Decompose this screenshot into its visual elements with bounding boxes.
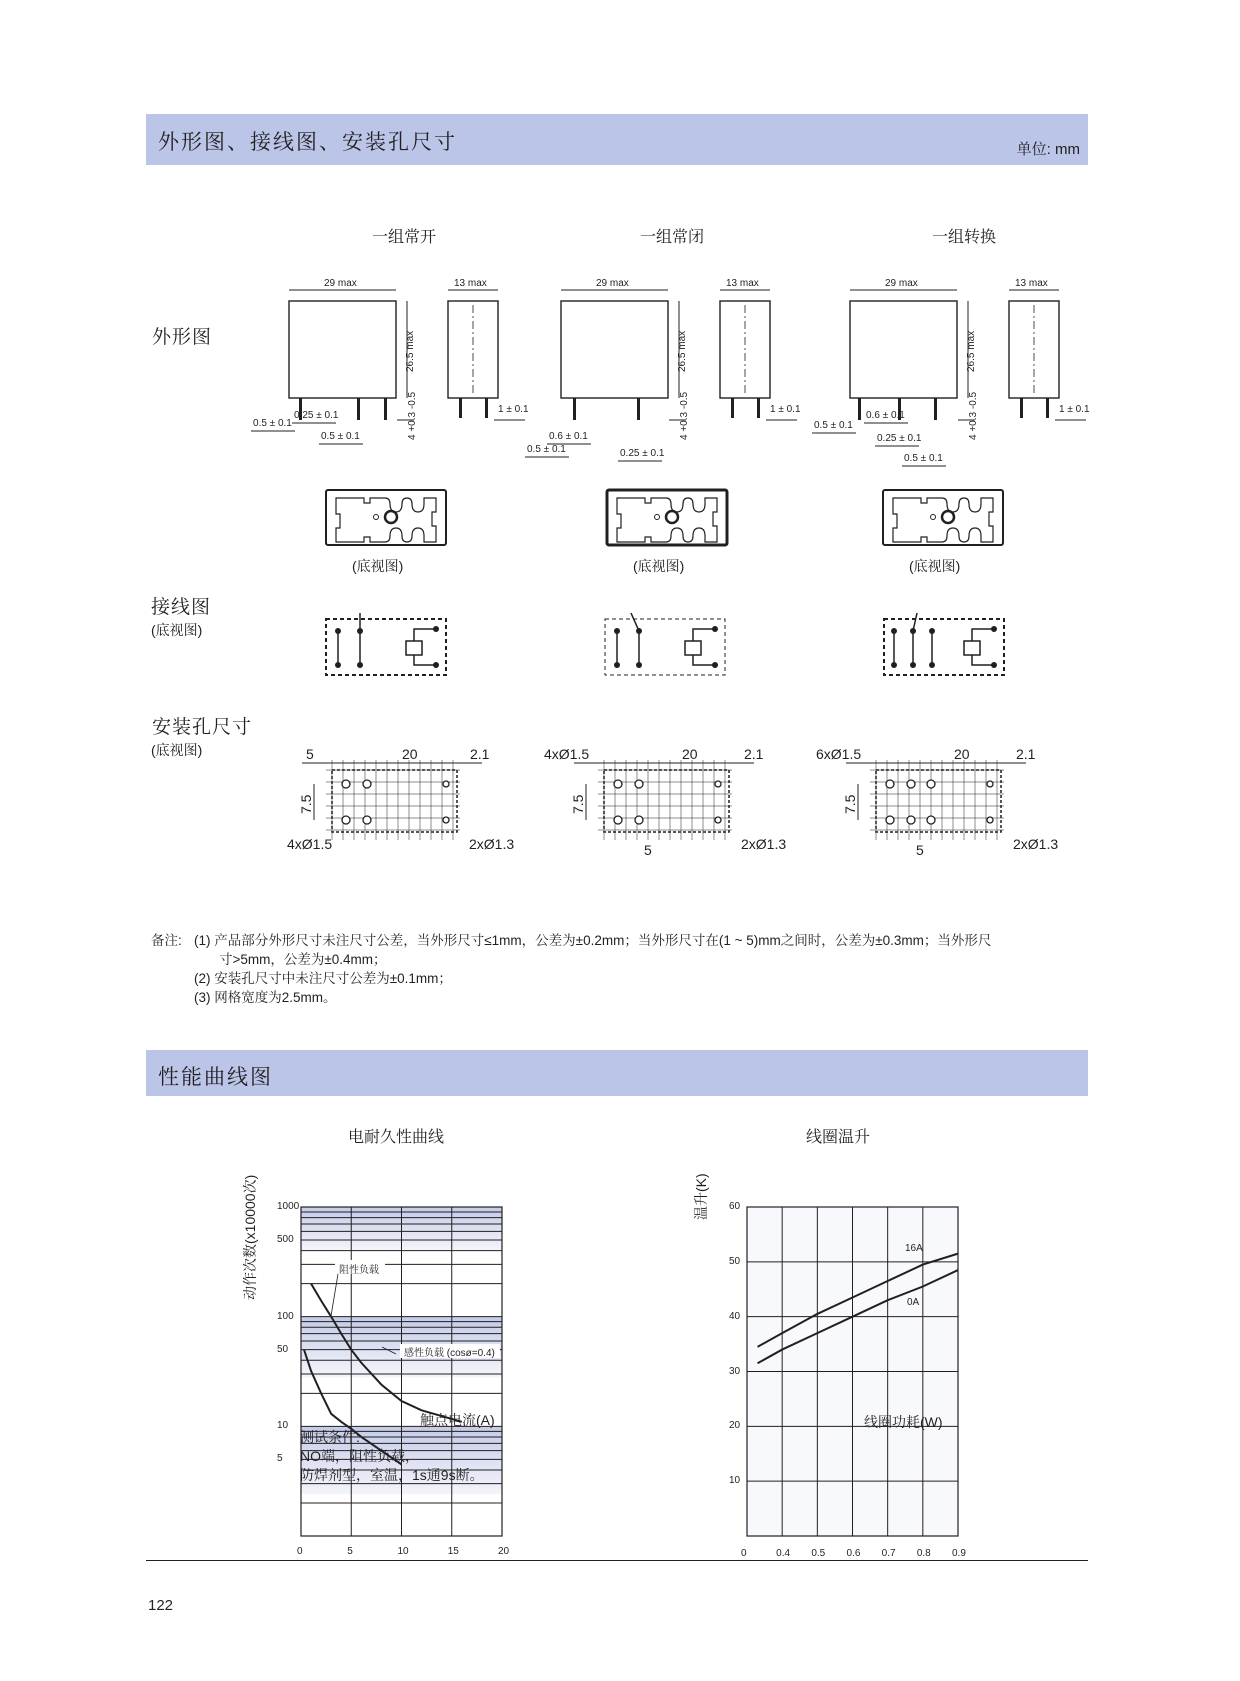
chart2-ytick: 50: [729, 1255, 741, 1267]
mounting-hole: [363, 816, 371, 824]
pin: [357, 398, 360, 420]
mounting-hole: [363, 780, 371, 788]
mounting-hole: [987, 781, 993, 787]
section-title: 性能曲线图: [158, 1066, 273, 1089]
hole-dim: 5: [306, 746, 314, 762]
hole-dim-pitch: 5: [916, 842, 924, 858]
column-title-co: 一组转换: [932, 229, 997, 246]
dim-tolerance: 0.5 ± 0.1: [321, 431, 360, 442]
relay-front-view: [850, 301, 957, 398]
dim-tolerance: 0.5 ± 0.1: [253, 418, 292, 429]
hole-dim-right: 2xØ1.3: [469, 836, 515, 852]
note-1: (1) 产品部分外形尺寸未注尺寸公差，当外形尺寸≤1mm，公差为±0.2mm；当外形尺寸在(1 ~ 5)mm之间时，公差为±0.3mm；当外形尺: [194, 933, 992, 948]
chart2-xtick: 0: [741, 1548, 747, 1559]
chart1-xtick: 10: [397, 1546, 409, 1557]
bottom-view-caption: (底视图): [909, 558, 961, 574]
dim-height: 26.5 max: [966, 330, 977, 372]
dim-height: 26.5 max: [405, 330, 416, 372]
hole-dim-pitch: 5: [644, 842, 652, 858]
dim-side: 13 max: [1015, 278, 1048, 289]
hole-dim: 2.1: [744, 746, 764, 762]
mounting-hole: [987, 817, 993, 823]
switch-blade: [913, 613, 917, 631]
hole-dim: 20: [954, 746, 970, 762]
coil-icon: [406, 641, 422, 655]
bottom-view-caption: (底视图): [352, 558, 404, 574]
chart1-xtick: 15: [447, 1546, 459, 1557]
chart1-xtick: 0: [297, 1546, 303, 1557]
chart1-title: 电耐久性曲线: [348, 1129, 445, 1146]
mounting-hole: [886, 780, 894, 788]
center-boss: [385, 511, 397, 523]
pin: [573, 398, 576, 420]
mounting-hole: [715, 817, 721, 823]
relay-boundary: [884, 619, 1004, 675]
chart2-xlabel: 线圈功耗(W): [864, 1414, 943, 1430]
chart2-xtick: 0.7: [881, 1548, 896, 1559]
pin: [1046, 398, 1049, 418]
pin: [384, 398, 387, 420]
chart1-ytick: 10: [277, 1420, 289, 1432]
hole-dim-vertical: 7.5: [842, 794, 858, 814]
dim-tolerance: 0.6 ± 0.1: [549, 431, 588, 442]
chart1-ytick: 100: [277, 1310, 294, 1322]
relay-boundary: [605, 619, 725, 675]
coil-icon: [685, 641, 701, 655]
leader-line: [331, 1274, 338, 1316]
mounting-hole: [443, 817, 449, 823]
terminal-dot: [991, 626, 997, 632]
notes-prefix: 备注:: [151, 933, 182, 948]
hole-dim-vertical: 7.5: [570, 794, 586, 814]
hole-dim: 20: [682, 746, 698, 762]
row-sublabel-holes: (底视图): [151, 742, 203, 758]
row-label-outline: 外形图: [152, 327, 213, 348]
dim-pin: 4 +0.3 -0.5: [968, 391, 979, 440]
dim-tolerance: 0.5 ± 0.1: [814, 420, 853, 431]
chart2-xtick: 0.8: [916, 1548, 931, 1559]
hole-dim-vertical: 7.5: [298, 794, 314, 814]
dim-width: 29 max: [596, 278, 629, 289]
dim-pin-thickness: 1 ± 0.1: [770, 404, 801, 415]
pin: [637, 398, 640, 420]
hole-boundary: [876, 770, 1001, 832]
coil-wire: [972, 629, 992, 665]
hole-dim-right: 2xØ1.3: [741, 836, 787, 852]
bottom-view-caption: (底视图): [633, 558, 685, 574]
mounting-hole: [635, 816, 643, 824]
hole-dim-left: 4xØ1.5: [287, 836, 333, 852]
column-title-no: 一组常开: [372, 229, 437, 246]
note-3: (3) 网格宽度为2.5mm。: [194, 990, 337, 1005]
chart2-xtick: 0.6: [846, 1548, 861, 1559]
chart2-series-label: 0A: [907, 1297, 920, 1309]
center-boss: [666, 511, 678, 523]
mounting-hole: [635, 780, 643, 788]
dim-side: 13 max: [726, 278, 759, 289]
pin: [858, 398, 861, 420]
test-conditions-line2: 防焊剂型，室温，1s通9s断。: [300, 1467, 484, 1483]
chart1-xtick: 20: [498, 1546, 510, 1557]
mounting-hole: [614, 780, 622, 788]
terminal-dot: [433, 626, 439, 632]
coil-wire: [693, 629, 713, 665]
hole-dim: 6xØ1.5: [816, 746, 862, 762]
chart1-ylabel: 动作次数(x10000次): [242, 1174, 258, 1300]
chart1-series-label: 阻性负载: [339, 1265, 379, 1276]
test-conditions-line1: NO端，阻性负载，: [300, 1448, 419, 1464]
dim-tolerance: 0.25 ± 0.1: [877, 433, 922, 444]
small-hole: [374, 515, 379, 520]
dim-tolerance: 0.5 ± 0.1: [527, 444, 566, 455]
dim-width: 29 max: [885, 278, 918, 289]
hole-dim: 2.1: [470, 746, 490, 762]
terminal-dot: [891, 628, 897, 634]
pin: [934, 398, 937, 420]
hole-dim: 4xØ1.5: [544, 746, 590, 762]
chart2-xtick: 0.5: [811, 1548, 826, 1559]
relay-front-view: [289, 301, 396, 398]
dim-tolerance: 0.25 ± 0.1: [294, 410, 339, 421]
terminal-dot: [891, 662, 897, 668]
chart2-xtick: 0.4: [776, 1548, 791, 1559]
chart1-series-label: 感性负载 (cosø=0.4): [404, 1348, 495, 1359]
footer-divider: [146, 1560, 1088, 1561]
terminal-dot: [335, 662, 341, 668]
terminal-dot: [636, 662, 642, 668]
small-hole: [931, 515, 936, 520]
switch-blade: [631, 613, 639, 631]
dim-width: 29 max: [324, 278, 357, 289]
terminal-dot: [614, 662, 620, 668]
chart1-ytick: 500: [277, 1234, 294, 1245]
relay-front-view: [561, 301, 668, 398]
chart1-xtick: 5: [347, 1546, 353, 1557]
dim-pin: 4 +0.3 -0.5: [679, 391, 690, 440]
pin: [757, 398, 760, 418]
pin: [485, 398, 488, 418]
dim-tolerance: 0.5 ± 0.1: [904, 453, 943, 464]
coil-wire: [414, 629, 434, 665]
pin: [1020, 398, 1023, 418]
mounting-hole: [907, 816, 915, 824]
chart2-ytick: 40: [729, 1310, 741, 1322]
chart2-ylabel: 温升(K): [693, 1173, 709, 1220]
terminal-dot: [991, 662, 997, 668]
hole-dim: 2.1: [1016, 746, 1036, 762]
terminal-dot: [433, 662, 439, 668]
note-1-cont: 寸>5mm，公差为±0.4mm；: [219, 952, 387, 967]
row-sublabel-wiring: (底视图): [151, 622, 203, 638]
chart2-title: 线圈温升: [806, 1129, 871, 1146]
chart1-ytick: 1000: [277, 1201, 300, 1212]
test-conditions-title: 测试条件:: [300, 1429, 360, 1445]
pin: [459, 398, 462, 418]
chart1-xlabel: 触点电流(A): [420, 1412, 495, 1428]
hole-boundary: [332, 770, 457, 832]
hole-dim-right: 2xØ1.3: [1013, 836, 1059, 852]
terminal-dot: [929, 662, 935, 668]
terminal-dot: [614, 628, 620, 634]
section-title: 外形图、接线图、安装孔尺寸: [158, 131, 457, 154]
column-title-nc: 一组常闭: [640, 229, 705, 246]
mounting-hole: [715, 781, 721, 787]
terminal-dot: [712, 626, 718, 632]
mounting-hole: [614, 816, 622, 824]
mounting-hole: [886, 816, 894, 824]
dim-height: 26.5 max: [677, 330, 688, 372]
terminal-dot: [712, 662, 718, 668]
pin: [731, 398, 734, 418]
mounting-hole: [907, 780, 915, 788]
chart2-ytick: 60: [729, 1201, 741, 1212]
hole-dim: 20: [402, 746, 418, 762]
terminal-dot: [357, 662, 363, 668]
dim-pin: 4 +0.3 -0.5: [407, 391, 418, 440]
relay-boundary: [326, 619, 446, 675]
page-number: 122: [148, 1597, 174, 1614]
mounting-hole: [342, 816, 350, 824]
mounting-hole: [342, 780, 350, 788]
chart2-series-label: 16A: [905, 1242, 923, 1254]
row-label-holes: 安装孔尺寸: [152, 717, 253, 738]
dim-pin-thickness: 1 ± 0.1: [1059, 404, 1090, 415]
chart2-ytick: 30: [729, 1365, 741, 1377]
chart2-xtick: 0.9: [952, 1548, 966, 1559]
mounting-hole: [443, 781, 449, 787]
mounting-hole: [927, 816, 935, 824]
coil-icon: [964, 641, 980, 655]
unit-label: 单位: mm: [1016, 141, 1080, 158]
chart1-ytick: 5: [277, 1453, 283, 1465]
small-hole: [655, 515, 660, 520]
dim-tolerance: 0.6 ± 0.1: [866, 410, 905, 421]
terminal-dot: [929, 628, 935, 634]
chart2-ytick: 10: [729, 1475, 741, 1487]
dim-side: 13 max: [454, 278, 487, 289]
terminal-dot: [335, 628, 341, 634]
chart2-ytick: 20: [729, 1420, 741, 1432]
mounting-hole: [927, 780, 935, 788]
section-header-curves: [146, 1050, 1088, 1096]
note-2: (2) 安装孔尺寸中未注尺寸公差为±0.1mm；: [194, 971, 452, 986]
hole-boundary: [604, 770, 729, 832]
terminal-dot: [910, 662, 916, 668]
chart1-ytick: 50: [277, 1343, 289, 1355]
center-boss: [942, 511, 954, 523]
dim-tolerance: 0.25 ± 0.1: [620, 448, 665, 459]
row-label-wiring: 接线图: [151, 597, 212, 618]
dim-pin-thickness: 1 ± 0.1: [498, 404, 529, 415]
